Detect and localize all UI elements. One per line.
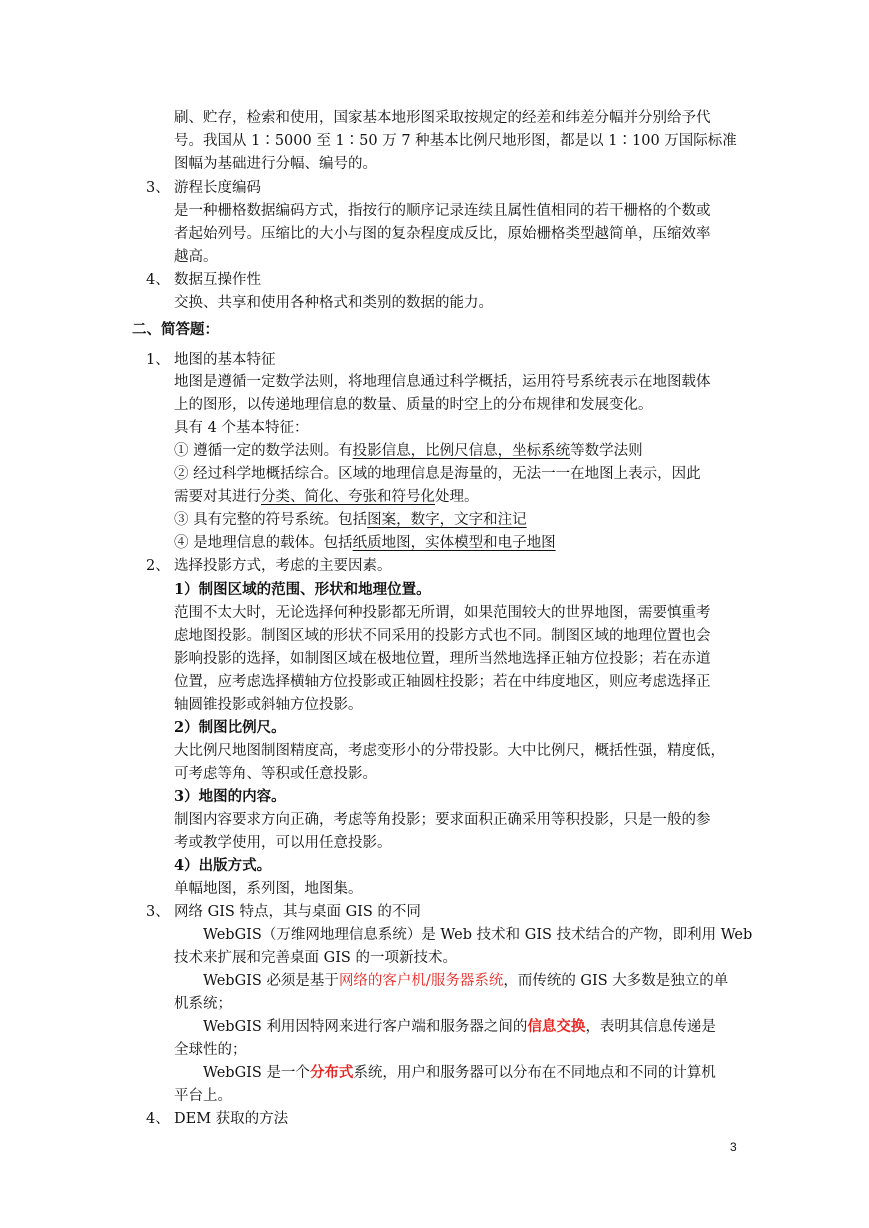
text-span: WebGIS 利用因特网来进行客户端和服务器之间的 — [203, 1019, 528, 1035]
item-title: 选择投影方式，考虑的主要因素。 — [174, 558, 392, 574]
item-number: 3、 — [146, 904, 170, 920]
highlighted-text: 分布式 — [309, 1064, 354, 1081]
feature-line — [174, 441, 643, 463]
text-span: WebGIS 是一个 — [203, 1065, 310, 1081]
paragraph-line — [203, 1017, 716, 1039]
item-number: 1、 — [146, 352, 170, 368]
paragraph-line: 制图内容要求方向正确，考虑等角投影；要求面积正确采用等积投影，只是一般的参 — [174, 812, 711, 828]
paragraph-line: 平台上。 — [174, 1088, 232, 1104]
paragraph-line: WebGIS（万维网地理信息系统）是 Web 技术和 GIS 技术结合的产物，即利用 Web — [203, 927, 753, 943]
paragraph-line: 刷、贮存，检索和使用，国家基本地形图采取按规定的经差和纬差分幅并分别给予代 — [174, 110, 711, 126]
text-span: 需要对其进行 — [174, 489, 261, 505]
feature-line: ② 经过科学地概括综合。区域的地理信息是海量的，无法一一在地图上表示，因此 — [174, 466, 701, 482]
paragraph-line: 者起始列号。压缩比的大小与图的复杂程度成反比，原始栅格类型越简单，压缩效率 — [174, 226, 711, 242]
item-title: 数据互操作性 — [174, 272, 261, 288]
underlined-text: 投影信息，比例尺信息，坐标系统 — [352, 443, 571, 459]
feature-line — [174, 510, 527, 532]
item-title: 网络 GIS 特点，其与桌面 GIS 的不同 — [174, 904, 421, 920]
highlighted-text: 信息交换 — [527, 1018, 586, 1035]
paragraph-line: 范围不太大时，无论选择何种投影都无所谓，如果范围较大的世界地图，需要慎重考 — [174, 605, 711, 621]
paragraph-line: 全球性的； — [174, 1042, 247, 1058]
text-span: ③ 具有完整的符号系统。包括 — [174, 512, 368, 528]
text-span: ① 遵循一定的数学法则。有 — [174, 443, 353, 459]
paragraph-line: 可考虑等角、等积或任意投影。 — [174, 766, 377, 782]
subheading: 3）地图的内容。 — [174, 788, 286, 805]
paragraph-line: 号。我国从 1∶5000 至 1∶50 万 7 种基本比例尺地形图，都是以 1∶100 万国际标准 — [174, 133, 737, 149]
item-number: 3、 — [146, 180, 170, 196]
text-span: 系统，用户和服务器可以分布在不同地点和不同的计算机 — [353, 1065, 716, 1081]
paragraph-line: 位置，应考虑选择横轴方位投影或正轴圆柱投影；若在中纬度地区，则应考虑选择正 — [174, 674, 711, 690]
paragraph-line: 越高。 — [174, 249, 218, 265]
item-number: 4、 — [146, 1111, 170, 1127]
paragraph-line: 上的图形，以传递地理信息的数量、质量的时空上的分布规律和发展变化。 — [174, 397, 653, 413]
text-span: 等数学法则 — [570, 443, 643, 459]
text-span: WebGIS 必须是基于 — [203, 973, 339, 989]
section-heading: 二、简答题： — [132, 321, 219, 338]
paragraph-line: 是一种栅格数据编码方式，指按行的顺序记录连续且属性值相同的若干栅格的个数或 — [174, 203, 711, 219]
subheading: 2）制图比例尺。 — [174, 719, 286, 736]
paragraph-line: 技术来扩展和完善桌面 GIS 的一项新技术。 — [174, 950, 457, 966]
text-span: 处理。 — [435, 489, 479, 505]
text-span: ④ 是地理信息的载体。包括 — [174, 535, 353, 551]
underlined-text: 图案，数字，文字和注记 — [367, 512, 527, 528]
underlined-text: 分类、简化、夸张和符号化 — [261, 489, 435, 505]
feature-line — [174, 533, 556, 555]
paragraph-line: 机系统； — [174, 996, 232, 1012]
paragraph-line: 图幅为基础进行分幅、编号的。 — [174, 156, 377, 172]
paragraph-line — [203, 1063, 716, 1085]
paragraph-line — [203, 971, 728, 993]
paragraph-line: 大比例尺地图制图精度高，考虑变形小的分带投影。大中比例尺，概括性强，精度低， — [174, 743, 725, 759]
paragraph-line: 考或教学使用，可以用任意投影。 — [174, 835, 392, 851]
underlined-text: 纸质地图，实体模型和电子地图 — [352, 535, 556, 551]
item-number: 2、 — [146, 558, 170, 574]
text-span: ，表明其信息传递是 — [585, 1019, 716, 1035]
item-title: 游程长度编码 — [174, 180, 261, 196]
item-number: 4、 — [146, 272, 170, 288]
item-title: DEM 获取的方法 — [174, 1111, 289, 1127]
page-number: 3 — [730, 1140, 737, 1154]
highlighted-text: 网络的客户机/服务器系统 — [338, 973, 504, 989]
subheading: 1）制图区域的范围、形状和地理位置。 — [174, 581, 431, 598]
paragraph-line: 影响投影的选择，如制图区域在极地位置，理所当然地选择正轴方位投影；若在赤道 — [174, 651, 711, 667]
item-title: 地图的基本特征 — [174, 352, 276, 368]
feature-line — [174, 487, 479, 509]
paragraph-line: 虑地图投影。制图区域的形状不同采用的投影方式也不同。制图区域的地理位置也会 — [174, 628, 711, 644]
text-span: ，而传统的 GIS 大多数是独立的单 — [503, 973, 729, 989]
paragraph-line: 轴圆锥投影或斜轴方位投影。 — [174, 697, 363, 713]
paragraph-line: 地图是遵循一定数学法则，将地理信息通过科学概括，运用符号系统表示在地图载体 — [174, 374, 711, 390]
paragraph-line: 交换、共享和使用各种格式和类别的数据的能力。 — [174, 295, 493, 311]
paragraph-line: 单幅地图，系列图，地图集。 — [174, 881, 363, 897]
subheading: 4）出版方式。 — [174, 857, 272, 874]
paragraph-line: 具有 4 个基本特征： — [174, 420, 309, 436]
